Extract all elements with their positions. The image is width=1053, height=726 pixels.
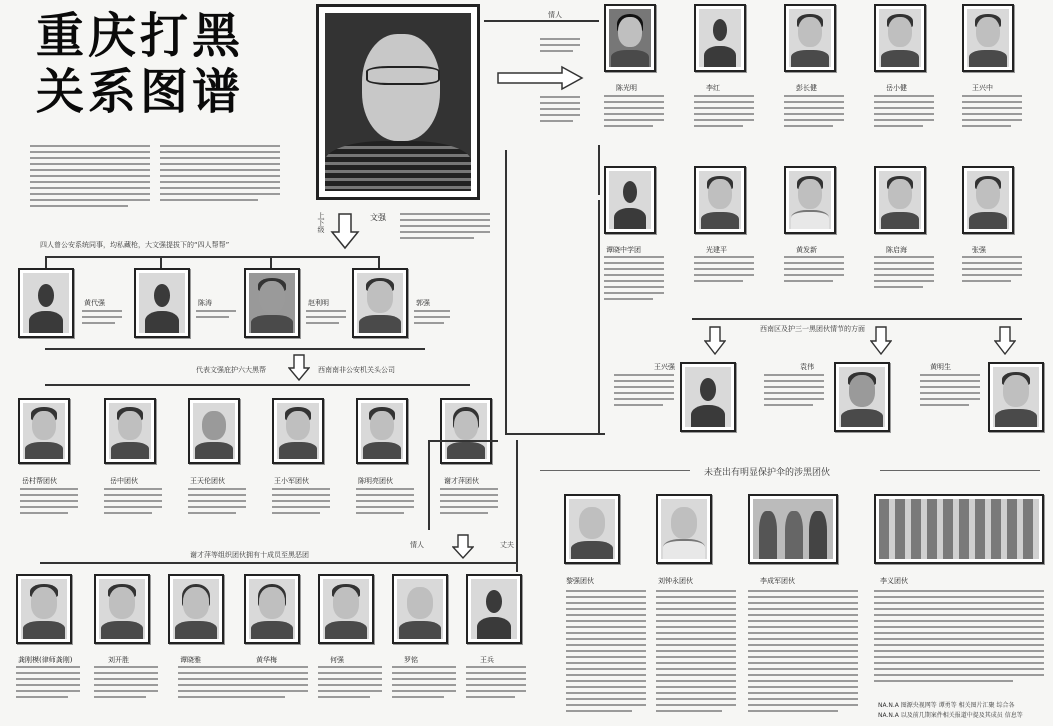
- vertical-text-2: [578, 300, 588, 400]
- portrait-four-3: [244, 268, 300, 338]
- second-desc-2: [694, 256, 754, 301]
- top-name-1: 陈光明: [616, 84, 637, 92]
- down-arrow-icon: [994, 326, 1016, 356]
- bottom-desc-5: [318, 666, 382, 722]
- label-superior: 上下级: [317, 212, 325, 233]
- third-desc-3: [920, 374, 980, 424]
- four-name-4: 郭强: [416, 299, 430, 307]
- connector: [45, 348, 425, 350]
- vertical-text-1: [492, 250, 502, 380]
- top-name-3: 彭长健: [796, 84, 817, 92]
- third-name-3: 黄明生: [930, 363, 951, 371]
- portrait-four-2: [134, 268, 190, 338]
- right-name-1: 黎强团伙: [566, 577, 594, 585]
- label-lover: 情人: [548, 11, 562, 19]
- central-desc: [400, 213, 490, 253]
- four-name-2: 陈涛: [198, 299, 212, 307]
- bottom-desc-1: [16, 666, 80, 722]
- portrait-gang-1: [18, 398, 70, 464]
- label-no-umbrella: 未查出有明显保护伞的涉黑团伙: [704, 468, 831, 478]
- connector: [160, 256, 162, 268]
- top-desc-4: [874, 95, 934, 150]
- top-desc-1: [604, 95, 664, 150]
- connector: [378, 256, 380, 268]
- label-four-protectors: 四人曾公安系统同事，均私藏枪，大文强提拔下的“四人帮帮”: [40, 241, 230, 249]
- portrait-right-1: [564, 494, 620, 564]
- second-name-4: 陈启海: [886, 246, 907, 254]
- down-arrow-icon: [330, 212, 360, 252]
- label-protect-six: 代表文强庇护六大黑帮: [196, 366, 266, 374]
- connector: [270, 256, 272, 268]
- right-desc-3: [748, 590, 858, 718]
- portrait-top-2: [694, 4, 746, 72]
- four-desc-1: [82, 310, 122, 338]
- title-line-1: 重庆打黑: [36, 8, 245, 64]
- bottom-name-6: 罗铭: [404, 656, 418, 664]
- bottom-name-3: 谭晓雅: [180, 656, 201, 664]
- four-name-3: 赵利明: [308, 299, 329, 307]
- right-desc-4: [874, 590, 1044, 690]
- portrait-bottom-1: [16, 574, 72, 644]
- right-desc-1: [566, 590, 646, 718]
- connector: [428, 440, 498, 442]
- portrait-bottom-4: [244, 574, 300, 644]
- third-name-1: 王兴强: [654, 363, 675, 371]
- connector: [516, 440, 518, 572]
- four-desc-4: [414, 310, 450, 338]
- second-desc-1: [604, 256, 664, 316]
- four-name-1: 黄代强: [84, 299, 105, 307]
- down-arrow-icon: [452, 534, 474, 560]
- portrait-bottom-5: [318, 574, 374, 644]
- intro-text-right: [160, 145, 280, 215]
- connector: [484, 20, 599, 22]
- four-desc-3: [306, 310, 346, 338]
- credits-line-1: NA.N.A 图源央视网等 谭勇等 相关图片汇聚 综合各: [878, 702, 1015, 709]
- label-lover-2: 情人: [410, 541, 424, 549]
- second-desc-4: [874, 256, 934, 311]
- portrait-bottom-2: [94, 574, 150, 644]
- bottom-desc-2: [94, 666, 158, 722]
- right-arrow-icon: [496, 65, 586, 91]
- third-desc-1: [614, 374, 674, 424]
- connector: [598, 200, 600, 435]
- credits-line-2: NA.N.A 以及前几期案件相关报道中提及其成员 信息等: [878, 712, 1023, 719]
- top-label-block: [540, 38, 580, 64]
- second-name-3: 黄发新: [796, 246, 817, 254]
- second-desc-3: [784, 256, 844, 301]
- gang-desc-5: [356, 488, 414, 532]
- gang-desc-1: [20, 488, 78, 532]
- portrait-second-4: [874, 166, 926, 234]
- connector: [598, 145, 600, 195]
- portrait-third-1: [680, 362, 736, 432]
- second-name-2: 光建平: [706, 246, 727, 254]
- right-name-2: 刘钟永团伙: [658, 577, 693, 585]
- bottom-name-5: 何强: [330, 656, 344, 664]
- gang-name-6: 谢才萍团伙: [444, 477, 479, 485]
- connector: [505, 150, 507, 435]
- portrait-right-2: [656, 494, 712, 564]
- bottom-name-4: 黄华梅: [256, 656, 277, 664]
- gang-name-4: 王小军团伙: [274, 477, 309, 485]
- connector: [505, 433, 605, 435]
- four-desc-2: [196, 310, 236, 330]
- second-desc-5: [962, 256, 1022, 301]
- gang-name-3: 王天伦团伙: [190, 477, 225, 485]
- intro-text-left: [30, 145, 150, 220]
- portrait-third-2: [834, 362, 890, 432]
- portrait-top-3: [784, 4, 836, 72]
- page-title: [36, 8, 286, 120]
- portrait-top-1: [604, 4, 656, 72]
- label-protect-bureau: 西南南非公安机关头公司: [318, 366, 395, 374]
- label-seven-gangs: 谢才萍等组织团伙拥有十成员至黑恶团: [190, 551, 309, 559]
- portrait-gang-2: [104, 398, 156, 464]
- portrait-bottom-3: [168, 574, 224, 644]
- portrait-bottom-7: [466, 574, 522, 644]
- gang-name-2: 岳中团伙: [110, 477, 138, 485]
- bottom-name-7: 王兵: [480, 656, 494, 664]
- portrait-bottom-6: [392, 574, 448, 644]
- bottom-name-1: 龚刚模(律师龚刚): [18, 656, 73, 664]
- right-name-4: 李义团伙: [880, 577, 908, 585]
- portrait-four-1: [18, 268, 74, 338]
- portrait-second-3: [784, 166, 836, 234]
- portrait-second-2: [694, 166, 746, 234]
- second-name-5: 张强: [972, 246, 986, 254]
- right-desc-2: [656, 590, 736, 718]
- portrait-third-3: [988, 362, 1044, 432]
- bottom-desc-3: [178, 666, 308, 722]
- bottom-name-2: 刘开胜: [108, 656, 129, 664]
- bottom-desc-6: [392, 666, 456, 722]
- down-arrow-icon: [288, 354, 310, 382]
- top-name-2: 李红: [706, 84, 720, 92]
- top-desc-5: [962, 95, 1022, 150]
- connector: [40, 562, 518, 564]
- divider: [540, 470, 690, 471]
- portrait-gang-3: [188, 398, 240, 464]
- gang-name-1: 岳村帮团伙: [22, 477, 57, 485]
- gang-name-5: 陈明亮团伙: [358, 477, 393, 485]
- portrait-four-4: [352, 268, 408, 338]
- divider: [880, 470, 1040, 471]
- down-arrow-icon: [870, 326, 892, 356]
- portrait-second-5: [962, 166, 1014, 234]
- portrait-gang-5: [356, 398, 408, 464]
- mid-label-block: [540, 96, 580, 136]
- top-desc-2: [694, 95, 754, 150]
- label-three-leaders: 西南区及护三一黑团伙情节的方面: [760, 325, 865, 333]
- right-name-3: 李成军团伙: [760, 577, 795, 585]
- third-name-2: 袁伟: [800, 363, 814, 371]
- portrait-top-4: [874, 4, 926, 72]
- connector: [692, 318, 1022, 320]
- portrait-top-5: [962, 4, 1014, 72]
- bottom-desc-7: [466, 666, 526, 722]
- photo-right-3: [748, 494, 838, 564]
- top-desc-3: [784, 95, 844, 150]
- third-desc-2: [764, 374, 824, 424]
- connector: [45, 384, 470, 386]
- central-name: 文强: [370, 213, 386, 222]
- connector: [45, 256, 380, 258]
- second-name-1: 谭晓中学团: [606, 246, 641, 254]
- portrait-second-1: [604, 166, 656, 234]
- top-name-4: 岳小健: [886, 84, 907, 92]
- connector: [428, 440, 430, 530]
- label-husband: 丈夫: [500, 541, 514, 549]
- gang-desc-2: [104, 488, 162, 532]
- portrait-gang-6: [440, 398, 492, 464]
- gang-desc-6: [440, 488, 498, 532]
- down-arrow-icon: [704, 326, 726, 356]
- connector: [45, 256, 47, 268]
- title-line-2: 关系图谱: [36, 64, 245, 120]
- gang-desc-3: [188, 488, 246, 532]
- portrait-gang-4: [272, 398, 324, 464]
- photo-right-4: [874, 494, 1044, 564]
- top-name-5: 王兴中: [972, 84, 993, 92]
- central-photo: [316, 4, 480, 200]
- gang-desc-4: [272, 488, 330, 532]
